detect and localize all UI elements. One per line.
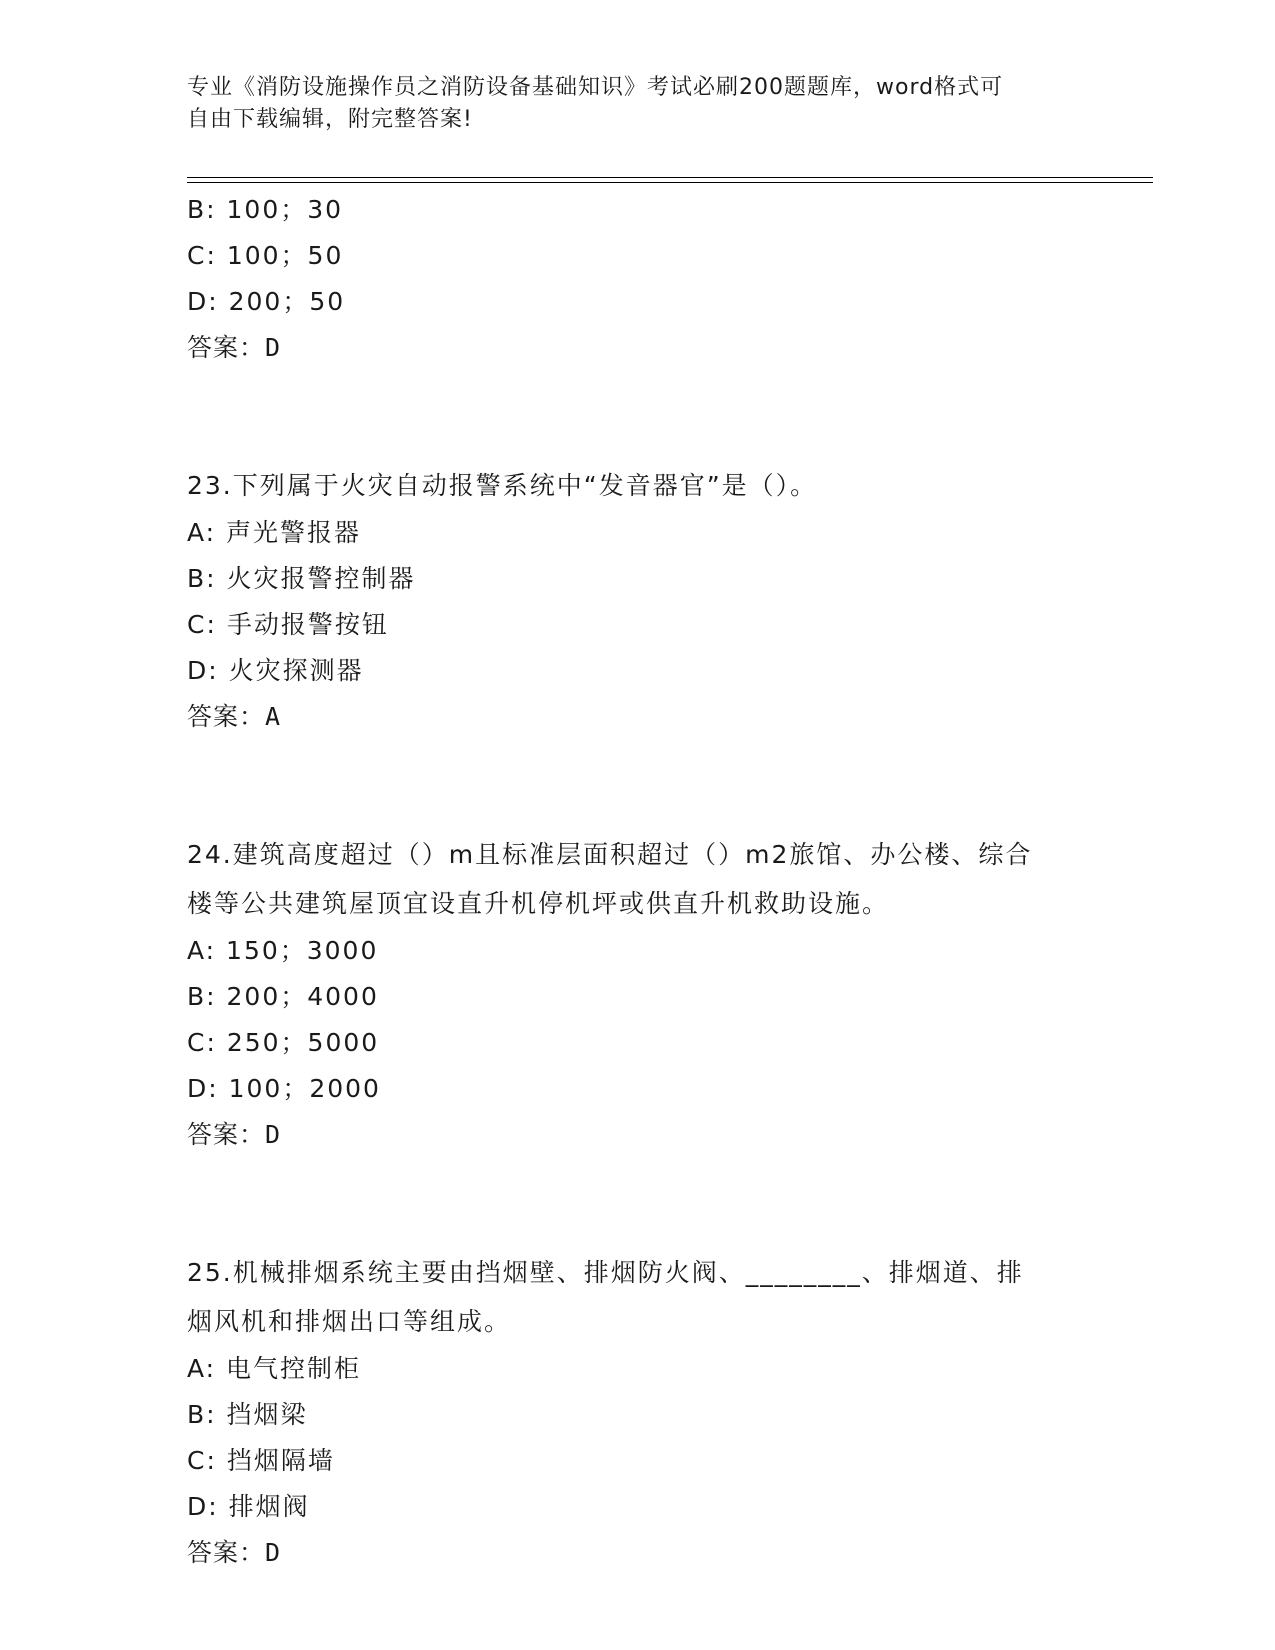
option-b: B: 挡烟梁 [187, 1400, 308, 1429]
option-d: D: 200；50 [187, 287, 346, 316]
option-a: A: 150；3000 [187, 936, 379, 965]
answer-line: 答案：D [187, 1120, 282, 1149]
question-stem-line-1: 25.机械排烟系统主要由挡烟壁、排烟防火阀、________、排烟道、排 [187, 1258, 1024, 1287]
question-stem-line-2: 楼等公共建筑屋顶宜设直升机停机坪或供直升机救助设施。 [187, 889, 890, 918]
header-line-2: 自由下载编辑，附完整答案! [187, 107, 473, 132]
header-divider-top [187, 177, 1153, 178]
option-c: C: 100；50 [187, 241, 344, 270]
option-d: D: 火灾探测器 [187, 656, 364, 685]
question-24 [187, 830, 1087, 1158]
option-b: B: 火灾报警控制器 [187, 564, 416, 593]
question-23 [187, 461, 1087, 740]
option-c: C: 250；5000 [187, 1028, 380, 1057]
answer-line: 答案：D [187, 1538, 282, 1567]
option-a: A: 电气控制柜 [187, 1354, 362, 1383]
answer-line: 答案：D [187, 333, 282, 362]
header-divider-bottom [187, 182, 1153, 183]
question-25 [187, 1248, 1087, 1576]
option-c: C: 挡烟隔墙 [187, 1446, 335, 1475]
question-stem-line-1: 24.建筑高度超过（）m且标准层面积超过（）m2旅馆、办公楼、综合 [187, 840, 1033, 869]
option-a: A: 声光警报器 [187, 518, 362, 547]
question-stem: 23.下列属于火灾自动报警系统中“发音器官”是（）。 [187, 471, 818, 500]
answer-line: 答案：A [187, 702, 282, 731]
document-header [187, 72, 1087, 136]
question-22-continued [187, 187, 1087, 371]
option-c: C: 手动报警按钮 [187, 610, 389, 639]
option-d: D: 100；2000 [187, 1074, 381, 1103]
option-b: B: 200；4000 [187, 982, 379, 1011]
spacer [187, 1158, 1087, 1248]
option-d: D: 排烟阀 [187, 1492, 310, 1521]
option-b: B: 100；30 [187, 195, 344, 224]
spacer [187, 371, 1087, 461]
spacer [187, 740, 1087, 830]
question-stem-line-2: 烟风机和排烟出口等组成。 [187, 1307, 512, 1336]
header-line-1: 专业《消防设施操作员之消防设备基础知识》考试必刷200题题库，word格式可 [187, 75, 1004, 100]
question-content [187, 187, 1087, 1576]
